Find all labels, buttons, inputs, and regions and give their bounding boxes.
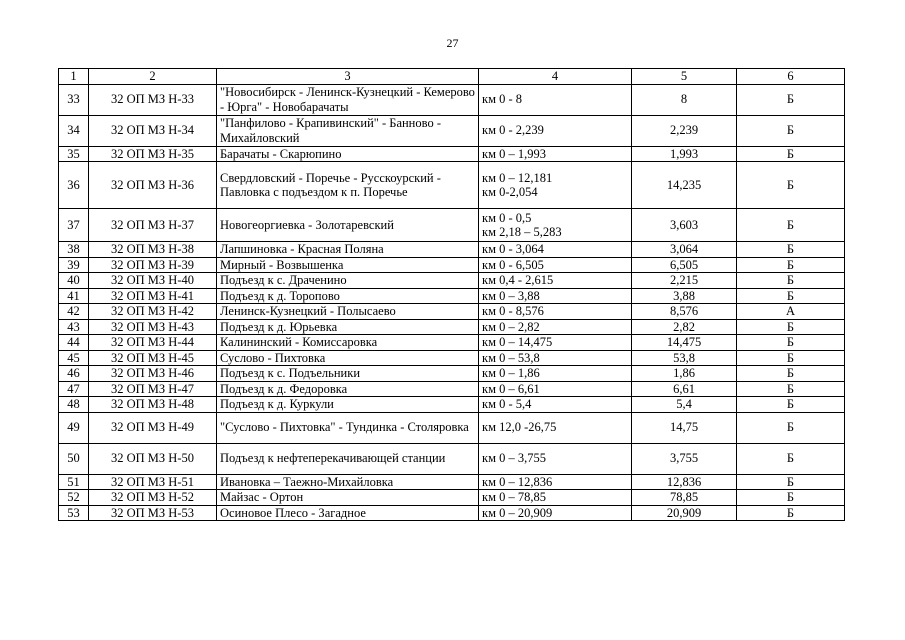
- road-category: Б: [737, 397, 845, 413]
- road-name: Подъезд к д. Федоровка: [217, 381, 479, 397]
- road-name: "Суслово - Пихтовка" - Тундинка - Столяровка: [217, 412, 479, 443]
- road-length: 2,215: [632, 273, 737, 289]
- km-range: км 0 – 12,181 км 0-2,054: [479, 162, 632, 209]
- road-length: 3,603: [632, 209, 737, 242]
- km-range: км 0 – 14,475: [479, 335, 632, 351]
- km-range: км 0 - 5,4: [479, 397, 632, 413]
- road-name: "Новосибирск - Ленинск-Кузнецкий - Кемерово - Юрга" - Новобарачаты: [217, 84, 479, 115]
- road-category: Б: [737, 381, 845, 397]
- table-row: [59, 412, 845, 443]
- road-category: Б: [737, 350, 845, 366]
- km-range: км 0 - 0,5 км 2,18 – 5,283: [479, 209, 632, 242]
- col-header-5: 5: [632, 69, 737, 85]
- km-range: км 12,0 -26,75: [479, 412, 632, 443]
- km-range: км 0 – 6,61: [479, 381, 632, 397]
- row-number: 43: [59, 319, 89, 335]
- road-length: 14,475: [632, 335, 737, 351]
- table-row: [59, 304, 845, 320]
- road-code: 32 ОП МЗ Н-53: [89, 505, 217, 521]
- road-category: Б: [737, 257, 845, 273]
- km-range: км 0 – 1,86: [479, 366, 632, 382]
- road-name: Подъезд к д. Куркули: [217, 397, 479, 413]
- table-row: [59, 146, 845, 162]
- road-code: 32 ОП МЗ Н-40: [89, 273, 217, 289]
- table-body: [59, 84, 845, 521]
- table-row: [59, 335, 845, 351]
- road-name: Ивановка – Таежно-Михайловка: [217, 474, 479, 490]
- road-category: Б: [737, 288, 845, 304]
- row-number: 46: [59, 366, 89, 382]
- km-range: км 0 – 3,755: [479, 443, 632, 474]
- road-length: 5,4: [632, 397, 737, 413]
- road-category: Б: [737, 242, 845, 258]
- road-length: 3,88: [632, 288, 737, 304]
- road-category: Б: [737, 162, 845, 209]
- road-code: 32 ОП МЗ Н-50: [89, 443, 217, 474]
- km-range: км 0 - 3,064: [479, 242, 632, 258]
- table-row: [59, 443, 845, 474]
- road-code: 32 ОП МЗ Н-47: [89, 381, 217, 397]
- road-name: Калининский - Комиссаровка: [217, 335, 479, 351]
- col-header-6: 6: [737, 69, 845, 85]
- road-category: Б: [737, 412, 845, 443]
- road-name: Ленинск-Кузнецкий - Полысаево: [217, 304, 479, 320]
- col-header-3: 3: [217, 69, 479, 85]
- row-number: 33: [59, 84, 89, 115]
- row-number: 45: [59, 350, 89, 366]
- table-row: [59, 490, 845, 506]
- road-length: 3,064: [632, 242, 737, 258]
- table-row: [59, 397, 845, 413]
- road-code: 32 ОП МЗ Н-38: [89, 242, 217, 258]
- road-name: Подъезд к д. Юрьевка: [217, 319, 479, 335]
- row-number: 51: [59, 474, 89, 490]
- col-header-1: 1: [59, 69, 89, 85]
- road-category: Б: [737, 115, 845, 146]
- road-code: 32 ОП МЗ Н-36: [89, 162, 217, 209]
- road-name: Осиновое Плесо - Загадное: [217, 505, 479, 521]
- table-row: [59, 242, 845, 258]
- road-name: Барачаты - Скарюпино: [217, 146, 479, 162]
- road-length: 6,61: [632, 381, 737, 397]
- road-code: 32 ОП МЗ Н-42: [89, 304, 217, 320]
- col-header-2: 2: [89, 69, 217, 85]
- row-number: 39: [59, 257, 89, 273]
- road-length: 14,75: [632, 412, 737, 443]
- road-length: 14,235: [632, 162, 737, 209]
- km-range: км 0 - 8: [479, 84, 632, 115]
- row-number: 35: [59, 146, 89, 162]
- table-row: [59, 350, 845, 366]
- table-row: [59, 209, 845, 242]
- road-code: 32 ОП МЗ Н-43: [89, 319, 217, 335]
- road-name: Новогеоргиевка - Золотаревский: [217, 209, 479, 242]
- table-row: [59, 366, 845, 382]
- road-name: Суслово - Пихтовка: [217, 350, 479, 366]
- road-category: Б: [737, 273, 845, 289]
- road-length: 8,576: [632, 304, 737, 320]
- road-name: Подъезд к с. Драченино: [217, 273, 479, 289]
- road-name: Подъезд к д. Торопово: [217, 288, 479, 304]
- km-range: км 0 – 1,993: [479, 146, 632, 162]
- table-row: [59, 505, 845, 521]
- road-name: Подъезд к с. Подъельники: [217, 366, 479, 382]
- row-number: 52: [59, 490, 89, 506]
- road-category: Б: [737, 443, 845, 474]
- road-category: Б: [737, 366, 845, 382]
- road-length: 53,8: [632, 350, 737, 366]
- road-code: 32 ОП МЗ Н-37: [89, 209, 217, 242]
- row-number: 53: [59, 505, 89, 521]
- road-length: 8: [632, 84, 737, 115]
- table-row: [59, 474, 845, 490]
- road-code: 32 ОП МЗ Н-52: [89, 490, 217, 506]
- road-length: 12,836: [632, 474, 737, 490]
- road-code: 32 ОП МЗ Н-33: [89, 84, 217, 115]
- road-category: А: [737, 304, 845, 320]
- road-code: 32 ОП МЗ Н-48: [89, 397, 217, 413]
- row-number: 38: [59, 242, 89, 258]
- row-number: 37: [59, 209, 89, 242]
- km-range: км 0 – 2,82: [479, 319, 632, 335]
- road-name: Лапшиновка - Красная Поляна: [217, 242, 479, 258]
- road-length: 1,86: [632, 366, 737, 382]
- row-number: 44: [59, 335, 89, 351]
- row-number: 40: [59, 273, 89, 289]
- row-number: 41: [59, 288, 89, 304]
- header-row: [59, 69, 845, 85]
- road-code: 32 ОП МЗ Н-49: [89, 412, 217, 443]
- road-code: 32 ОП МЗ Н-34: [89, 115, 217, 146]
- table-row: [59, 273, 845, 289]
- road-code: 32 ОП МЗ Н-51: [89, 474, 217, 490]
- road-category: Б: [737, 474, 845, 490]
- row-number: 48: [59, 397, 89, 413]
- km-range: км 0 – 3,88: [479, 288, 632, 304]
- road-code: 32 ОП МЗ Н-41: [89, 288, 217, 304]
- table-row: [59, 319, 845, 335]
- road-name: Свердловский - Поречье - Русскоурский - Павловка с подъездом к п. Поречье: [217, 162, 479, 209]
- road-length: 3,755: [632, 443, 737, 474]
- road-name: Мирный - Возвышенка: [217, 257, 479, 273]
- km-range: км 0 – 20,909: [479, 505, 632, 521]
- road-length: 1,993: [632, 146, 737, 162]
- road-name: "Панфилово - Крапивинский" - Банново - Михайловский: [217, 115, 479, 146]
- km-range: км 0 - 8,576: [479, 304, 632, 320]
- road-length: 2,82: [632, 319, 737, 335]
- row-number: 49: [59, 412, 89, 443]
- table-row: [59, 162, 845, 209]
- road-category: Б: [737, 146, 845, 162]
- road-category: Б: [737, 319, 845, 335]
- table-row: [59, 115, 845, 146]
- km-range: км 0 – 78,85: [479, 490, 632, 506]
- road-category: Б: [737, 84, 845, 115]
- row-number: 47: [59, 381, 89, 397]
- road-code: 32 ОП МЗ Н-46: [89, 366, 217, 382]
- road-length: 20,909: [632, 505, 737, 521]
- road-length: 2,239: [632, 115, 737, 146]
- row-number: 42: [59, 304, 89, 320]
- col-header-4: 4: [479, 69, 632, 85]
- row-number: 36: [59, 162, 89, 209]
- km-range: км 0 – 53,8: [479, 350, 632, 366]
- km-range: км 0 - 6,505: [479, 257, 632, 273]
- road-code: 32 ОП МЗ Н-45: [89, 350, 217, 366]
- road-code: 32 ОП МЗ Н-35: [89, 146, 217, 162]
- km-range: км 0,4 - 2,615: [479, 273, 632, 289]
- road-category: Б: [737, 209, 845, 242]
- table-row: [59, 288, 845, 304]
- km-range: км 0 – 12,836: [479, 474, 632, 490]
- road-code: 32 ОП МЗ Н-39: [89, 257, 217, 273]
- table-row: [59, 84, 845, 115]
- row-number: 34: [59, 115, 89, 146]
- road-code: 32 ОП МЗ Н-44: [89, 335, 217, 351]
- road-name: Майзас - Ортон: [217, 490, 479, 506]
- road-category: Б: [737, 490, 845, 506]
- km-range: км 0 - 2,239: [479, 115, 632, 146]
- road-category: Б: [737, 505, 845, 521]
- road-name: Подъезд к нефтеперекачивающей станции: [217, 443, 479, 474]
- road-length: 78,85: [632, 490, 737, 506]
- road-category: Б: [737, 335, 845, 351]
- road-length: 6,505: [632, 257, 737, 273]
- row-number: 50: [59, 443, 89, 474]
- table-row: [59, 381, 845, 397]
- roads-table: [58, 68, 845, 521]
- table-row: [59, 257, 845, 273]
- page-number: 27: [446, 36, 459, 50]
